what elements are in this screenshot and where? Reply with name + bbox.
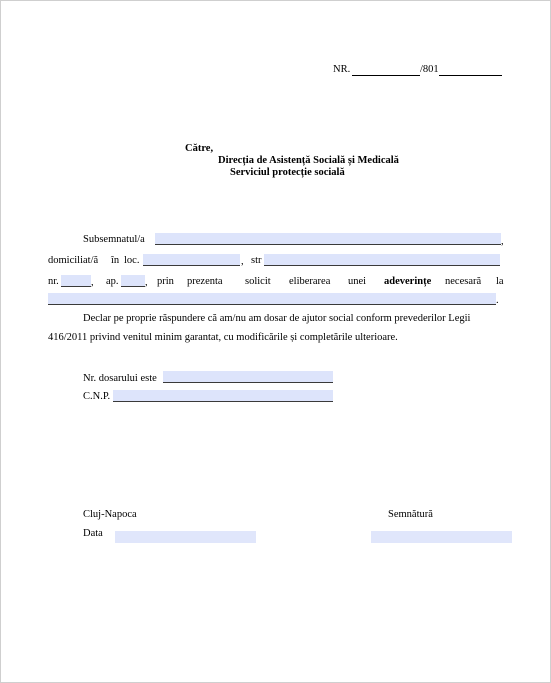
nr-label: NR. — [333, 64, 351, 75]
dossier-number-label: Nr. dosarului este — [83, 373, 157, 384]
word-eliberarea: eliberarea — [289, 276, 331, 287]
addressee-service: Serviciul protecție socială — [230, 167, 345, 178]
subsemnatul-label: Subsemnatul/a — [83, 234, 145, 245]
dossier-number-field[interactable] — [163, 371, 333, 383]
comma-2: , — [241, 256, 244, 267]
comma-4: , — [145, 277, 148, 288]
nr-date-field[interactable] — [439, 75, 502, 76]
street-field[interactable] — [264, 254, 500, 266]
house-number-field[interactable] — [61, 275, 91, 287]
loc-label: loc. — [124, 255, 140, 266]
declaration-line1: Declar pe proprie răspundere că am/nu am dosar de ajutor social conform prevederilor Legii — [83, 313, 471, 324]
cnp-label: C.N.P. — [83, 391, 111, 402]
comma-3: , — [91, 277, 94, 288]
declaration-line2: 416/2011 privind venitul minim garantat, cu modificările și completările ulterioare. — [48, 332, 398, 343]
domiciliat-label: domiciliat/ă — [48, 255, 99, 266]
word-prezenta: prezenta — [187, 276, 223, 287]
purpose-field[interactable] — [48, 293, 496, 305]
city-label: Cluj-Napoca — [83, 509, 137, 520]
signature-label: Semnătură — [388, 509, 433, 520]
in-label: în — [111, 255, 120, 266]
date-label: Data — [83, 528, 103, 539]
period-1: . — [496, 295, 499, 306]
word-prin: prin — [157, 276, 174, 287]
name-field[interactable] — [155, 233, 501, 245]
addressee-directorate: Direcția de Asistență Socială și Medicală — [218, 155, 399, 166]
ap-label: ap. — [106, 276, 119, 287]
word-adeverinte: adeverințe — [384, 276, 432, 287]
apartment-field[interactable] — [121, 275, 145, 287]
signature-field[interactable] — [371, 531, 512, 543]
str-label: str — [251, 255, 262, 266]
comma-1: , — [501, 236, 504, 247]
nr-number-field[interactable] — [352, 75, 420, 76]
word-necesara: necesară — [445, 276, 482, 287]
nr-label-2: nr. — [48, 276, 59, 287]
addressee-to: Către, — [185, 143, 214, 154]
word-unei: unei — [348, 276, 367, 287]
nr-suffix: /801 — [420, 64, 439, 75]
date-field[interactable] — [115, 531, 256, 543]
word-la: la — [496, 276, 504, 287]
cnp-field[interactable] — [113, 390, 333, 402]
locality-field[interactable] — [143, 254, 240, 266]
word-solicit: solicit — [245, 276, 271, 287]
